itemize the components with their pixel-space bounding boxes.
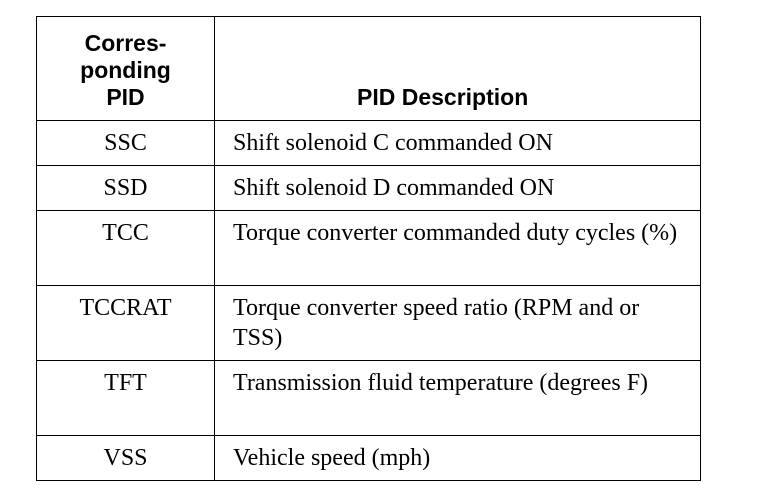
row-pid: SSC	[37, 121, 215, 166]
row-pid: SSD	[37, 166, 215, 211]
row-pid: TFT	[37, 361, 215, 436]
table-header-row	[37, 17, 701, 121]
table-row	[37, 361, 701, 436]
row-pid: TCCRAT	[37, 286, 215, 361]
row-description: Vehicle speed (mph)	[215, 436, 701, 481]
row-pid: TCC	[37, 211, 215, 286]
row-pid: VSS	[37, 436, 215, 481]
table-row	[37, 286, 701, 361]
row-description: Transmission fluid temperature (degrees F)	[215, 361, 701, 436]
row-description: Shift solenoid D commanded ON	[215, 166, 701, 211]
table-row	[37, 121, 701, 166]
row-description: Torque converter commanded duty cycles (%)	[215, 211, 701, 286]
table-row	[37, 166, 701, 211]
header-pid: Corres- ponding PID	[37, 17, 215, 121]
row-description: Torque converter speed ratio (RPM and or TSS)	[215, 286, 701, 361]
table-row	[37, 211, 701, 286]
row-description: Shift solenoid C commanded ON	[215, 121, 701, 166]
pid-table	[36, 16, 701, 481]
table-row	[37, 436, 701, 481]
header-description: PID Description	[215, 17, 701, 121]
